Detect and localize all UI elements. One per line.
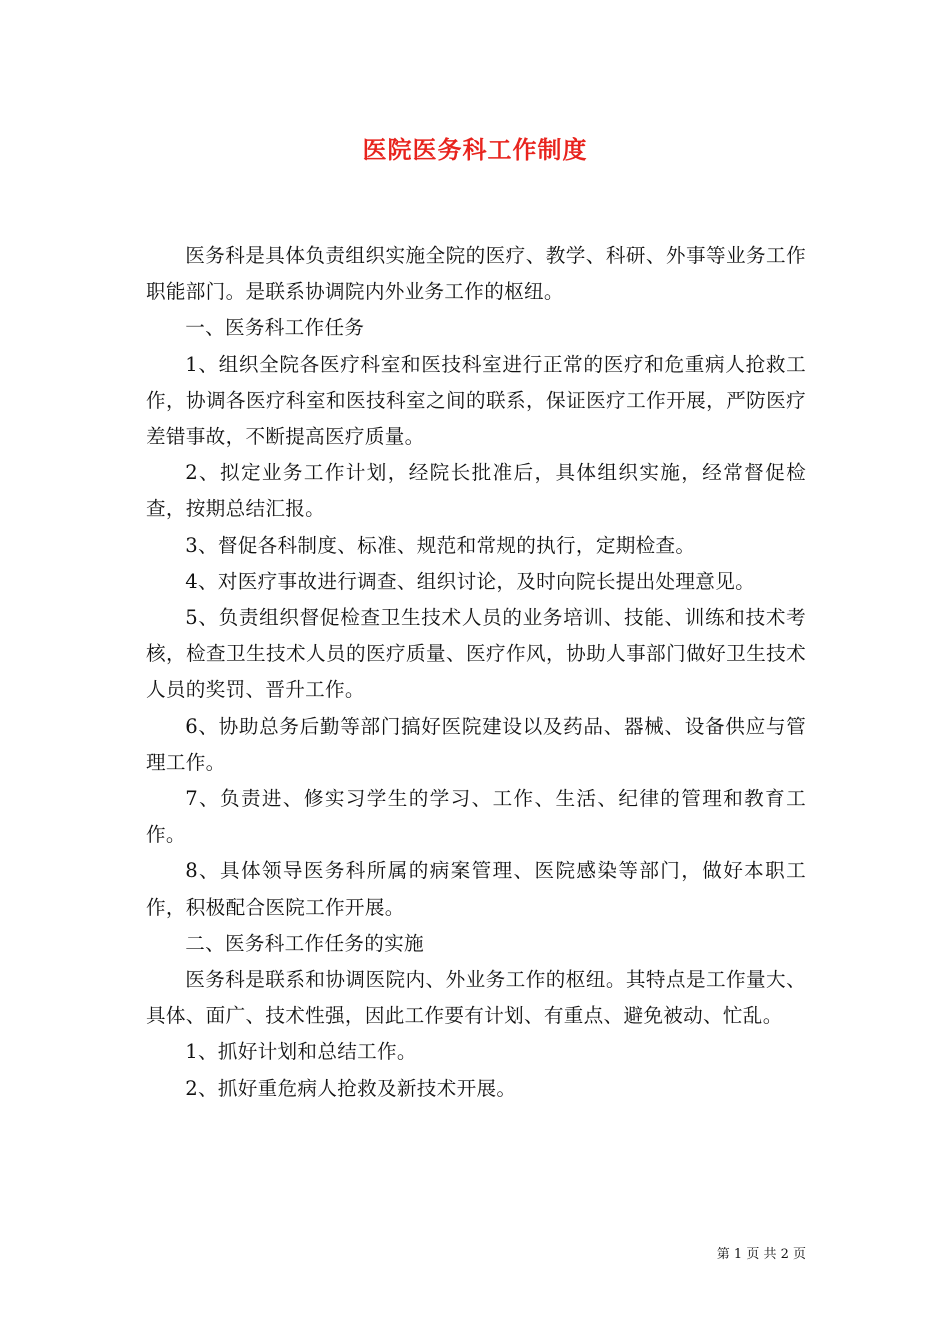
paragraph-intro: 医务科是具体负责组织实施全院的医疗、教学、科研、外事等业务工作职能部门。是联系协调院内外业务工作的枢纽。 (146, 244, 806, 304)
list-item: 4、对医疗事故进行调查、组织讨论，及时向院长提出处理意见。 (185, 569, 755, 593)
page-number: 第 1 页 共 2 页 (716, 1247, 806, 1262)
paragraph-section-2-intro: 医务科是联系和协调医院内、外业务工作的枢纽。其特点是工作量大、具体、面广、技术性强，因此工作要有计划、有重点、避免被动、忙乱。 (146, 968, 806, 1028)
list-item: 1、抓好计划和总结工作。 (185, 1040, 417, 1064)
list-item: 2、抓好重危病人抢救及新技术开展。 (185, 1076, 517, 1100)
list-item: 3、督促各科制度、标准、规范和常规的执行，定期检查。 (185, 533, 696, 557)
document-body (146, 238, 806, 1107)
section-heading-2: 二、医务科工作任务的实施 (185, 931, 424, 955)
document-title: 医院医务科工作制度 (362, 135, 588, 164)
list-item: 7、负责进、修实习学生的学习、工作、生活、纪律的管理和教育工作。 (146, 787, 806, 847)
list-item: 8、具体领导医务科所属的病案管理、医院感染等部门，做好本职工作，积极配合医院工作开展。 (146, 859, 806, 919)
list-item: 5、负责组织督促检查卫生技术人员的业务培训、技能、训练和技术考核，检查卫生技术人员的医疗质量、医疗作风，协助人事部门做好卫生技术人员的奖罚、晋升工作。 (146, 606, 806, 702)
list-item: 1、组织全院各医疗科室和医技科室进行正常的医疗和危重病人抢救工作，协调各医疗科室和医技科室之间的联系，保证医疗工作开展，严防医疗差错事故，不断提高医疗质量。 (146, 352, 806, 449)
list-item: 6、协助总务后勤等部门搞好医院建设以及药品、器械、设备供应与管理工作。 (146, 714, 806, 774)
list-item: 2、拟定业务工作计划，经院长批准后，具体组织实施，经常督促检查，按期总结汇报。 (146, 461, 806, 521)
section-heading-1: 一、医务科工作任务 (185, 316, 365, 340)
